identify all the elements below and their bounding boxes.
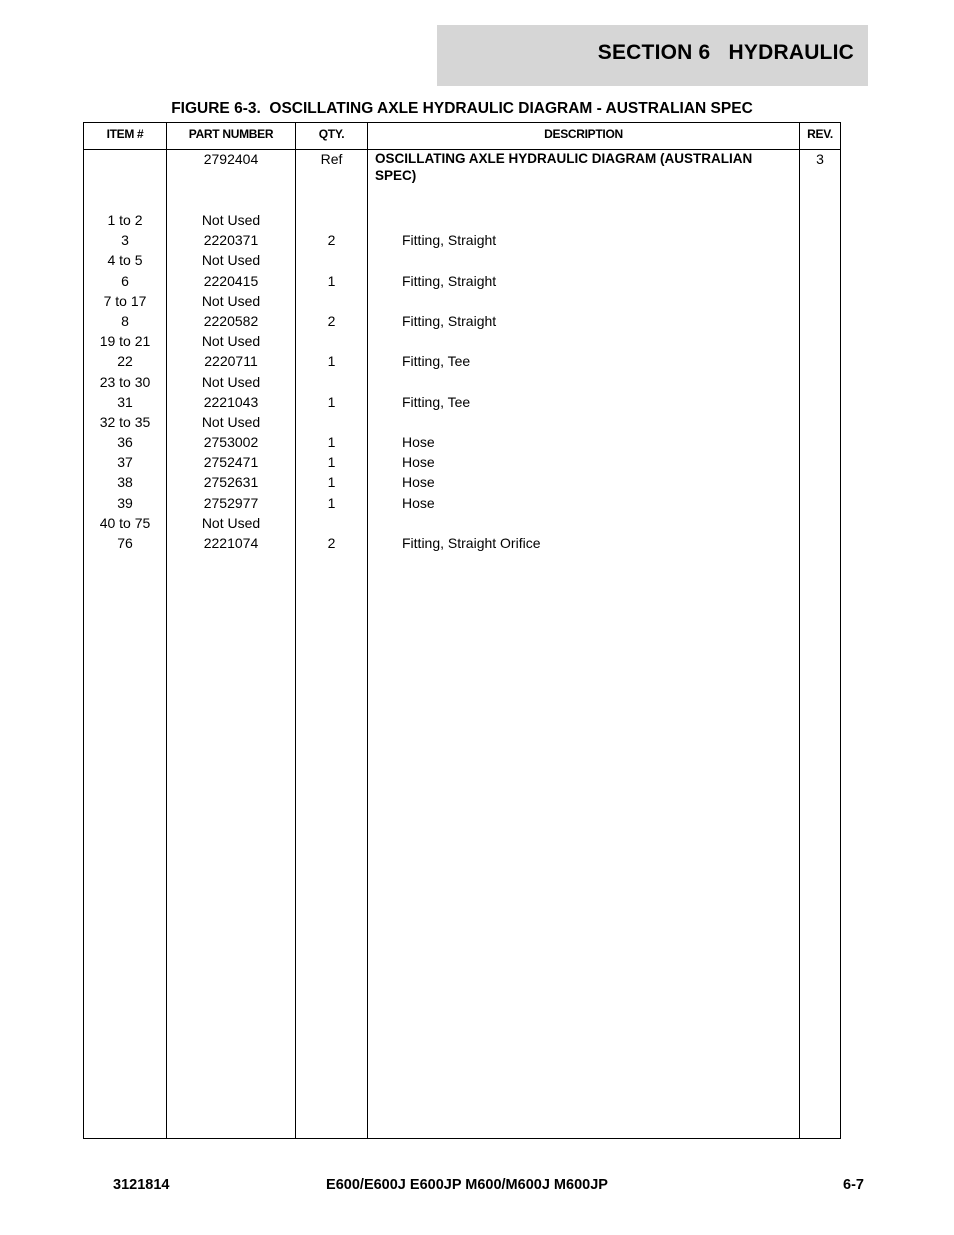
column-header-item: ITEM #: [106, 127, 144, 141]
footer-models: E600/E600J E600JP M600/M600J M600JP: [326, 1177, 608, 1193]
table-row: [84, 432, 840, 452]
item-cell: 36: [117, 434, 133, 451]
table-row: [84, 392, 840, 412]
item-cell: 31: [117, 393, 133, 410]
qty-cell: 1: [327, 434, 336, 451]
description-cell: Fitting, Tee: [402, 353, 471, 370]
part-number-cell: 2220711: [204, 353, 258, 370]
table-row: [84, 351, 840, 371]
footer-page-number: 6-7: [843, 1177, 864, 1193]
description-cell: Hose: [402, 454, 435, 471]
item-cell: 3: [121, 232, 129, 249]
part-number-cell: 2220371: [203, 232, 259, 249]
table-body: [84, 149, 840, 553]
qty-cell: 1: [327, 494, 336, 511]
part-number-cell: 2752977: [203, 494, 259, 511]
item-cell: 38: [117, 474, 133, 491]
qty-cell: 1: [327, 474, 336, 491]
qty-cell: 1: [327, 454, 336, 471]
item-cell: 76: [117, 535, 133, 551]
qty-cell: 2: [327, 312, 336, 329]
item-cell: 19 to 21: [99, 333, 151, 350]
item-cell: 8: [121, 312, 129, 329]
table-row: [84, 230, 840, 250]
part-number-cell: 2753002: [203, 434, 259, 451]
part-number-cell: Not Used: [201, 514, 261, 531]
qty-cell: Ref: [320, 151, 343, 167]
table-row: [84, 472, 840, 492]
table-row: [84, 291, 840, 311]
table-row: [84, 331, 840, 351]
qty-cell: 1: [327, 393, 336, 410]
table-row: [84, 533, 840, 553]
table-row: [84, 513, 840, 533]
description-cell: Fitting, Tee: [402, 393, 471, 410]
part-number-cell: 2221043: [203, 393, 259, 410]
item-cell: 40 to 75: [99, 514, 151, 531]
part-number-cell: 2792404: [203, 151, 259, 167]
column-header-part-number: PART NUMBER: [188, 127, 274, 141]
item-cell: 22: [117, 353, 133, 370]
parts-table: [83, 122, 841, 1139]
part-number-cell: 2221074: [203, 535, 259, 551]
table-row: [84, 210, 840, 230]
section-banner: [437, 25, 868, 86]
description-cell: Fitting, Straight: [402, 232, 497, 249]
qty-cell: 2: [327, 232, 336, 249]
description-cell: Hose: [402, 494, 435, 511]
footer-doc-number: 3121814: [113, 1177, 170, 1193]
table-row: [84, 311, 840, 331]
description-cell: Fitting, Straight Orifice: [402, 535, 541, 551]
item-cell: 37: [117, 454, 133, 471]
table-row: [84, 149, 840, 210]
figure-title: FIGURE 6-3. OSCILLATING AXLE HYDRAULIC DIAGRAM - AUSTRALIAN SPEC: [171, 100, 753, 117]
part-number-cell: 2220415: [203, 272, 259, 289]
qty-cell: 2: [327, 535, 336, 551]
table-row: [84, 372, 840, 392]
item-cell: 39: [117, 494, 133, 511]
part-number-cell: 2220582: [203, 312, 259, 329]
description-cell: Fitting, Straight: [402, 272, 497, 289]
table-row: [84, 452, 840, 472]
description-cell: Hose: [402, 474, 435, 491]
section-title: SECTION 6 HYDRAULIC: [597, 41, 854, 64]
item-cell: 1 to 2: [107, 212, 143, 228]
description-cell: Hose: [402, 434, 435, 451]
part-number-cell: 2752471: [203, 454, 259, 471]
part-number-cell: Not Used: [201, 252, 261, 269]
item-cell: 4 to 5: [107, 252, 143, 269]
description-cell: OSCILLATING AXLE HYDRAULIC DIAGRAM (AUSTRALIAN SPEC): [375, 151, 753, 183]
table-row: [84, 271, 840, 291]
table-row: [84, 493, 840, 513]
part-number-cell: Not Used: [201, 373, 261, 390]
qty-cell: 1: [327, 272, 336, 289]
part-number-cell: Not Used: [201, 333, 261, 350]
column-header-qty: QTY.: [318, 127, 345, 141]
column-header-description: DESCRIPTION: [544, 127, 623, 141]
part-number-cell: Not Used: [201, 292, 261, 309]
part-number-cell: Not Used: [201, 413, 261, 430]
part-number-cell: 2752631: [203, 474, 259, 491]
table-row: [84, 412, 840, 432]
rev-cell: 3: [816, 151, 824, 167]
item-cell: 7 to 17: [103, 292, 147, 309]
item-cell: 6: [121, 272, 129, 289]
description-cell: Fitting, Straight: [402, 312, 497, 329]
item-cell: 32 to 35: [99, 413, 151, 430]
part-number-cell: Not Used: [201, 212, 261, 228]
column-header-rev: REV.: [807, 127, 833, 141]
item-cell: 23 to 30: [99, 373, 151, 390]
table-row: [84, 250, 840, 270]
qty-cell: 1: [327, 353, 336, 370]
